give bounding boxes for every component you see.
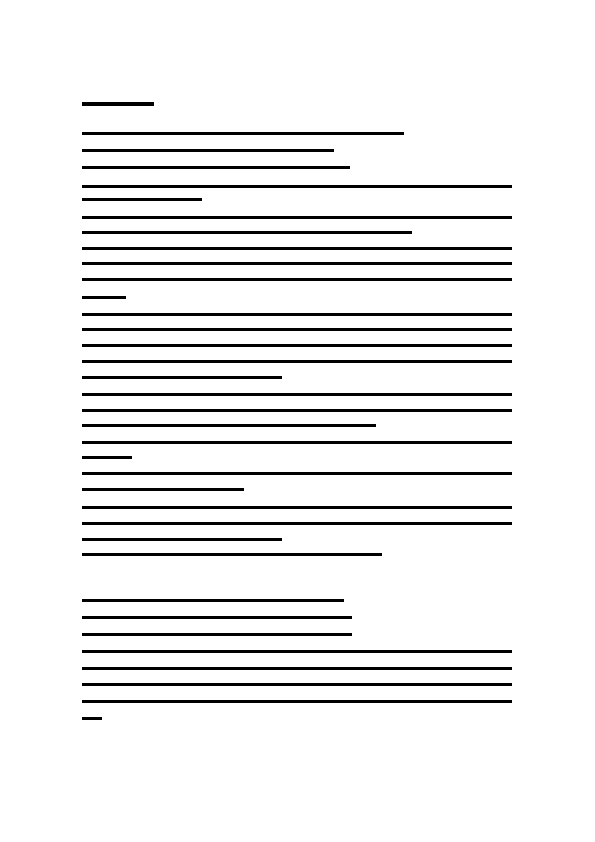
text-line — [82, 484, 244, 494]
text-line — [82, 340, 512, 350]
text-line — [82, 452, 132, 462]
text-line — [82, 534, 282, 544]
text-line — [82, 372, 282, 382]
text-line — [82, 696, 512, 706]
text-line — [82, 324, 512, 334]
text-line — [82, 679, 512, 689]
text-line — [82, 713, 102, 723]
text-line — [82, 405, 512, 415]
text-line — [82, 663, 512, 673]
text-line — [82, 212, 512, 222]
text-line — [82, 437, 512, 447]
document-heading — [82, 99, 154, 109]
heading-text-block — [82, 102, 154, 106]
text-line — [82, 356, 512, 366]
text-line — [82, 292, 126, 302]
text-line — [82, 194, 202, 204]
text-line — [82, 549, 382, 559]
text-line — [82, 629, 352, 639]
text-line — [82, 227, 412, 237]
text-line — [82, 309, 512, 319]
text-line — [82, 389, 512, 399]
text-line — [82, 518, 512, 528]
text-line — [82, 646, 512, 656]
text-line — [82, 420, 376, 430]
text-line — [82, 145, 334, 155]
text-line — [82, 502, 512, 512]
text-line — [82, 128, 404, 138]
text-line — [82, 595, 344, 605]
text-line — [82, 258, 512, 268]
text-line — [82, 243, 512, 253]
text-line — [82, 162, 350, 172]
text-line — [82, 612, 352, 622]
text-line — [82, 274, 512, 284]
text-line — [82, 181, 512, 191]
text-line — [82, 468, 512, 478]
